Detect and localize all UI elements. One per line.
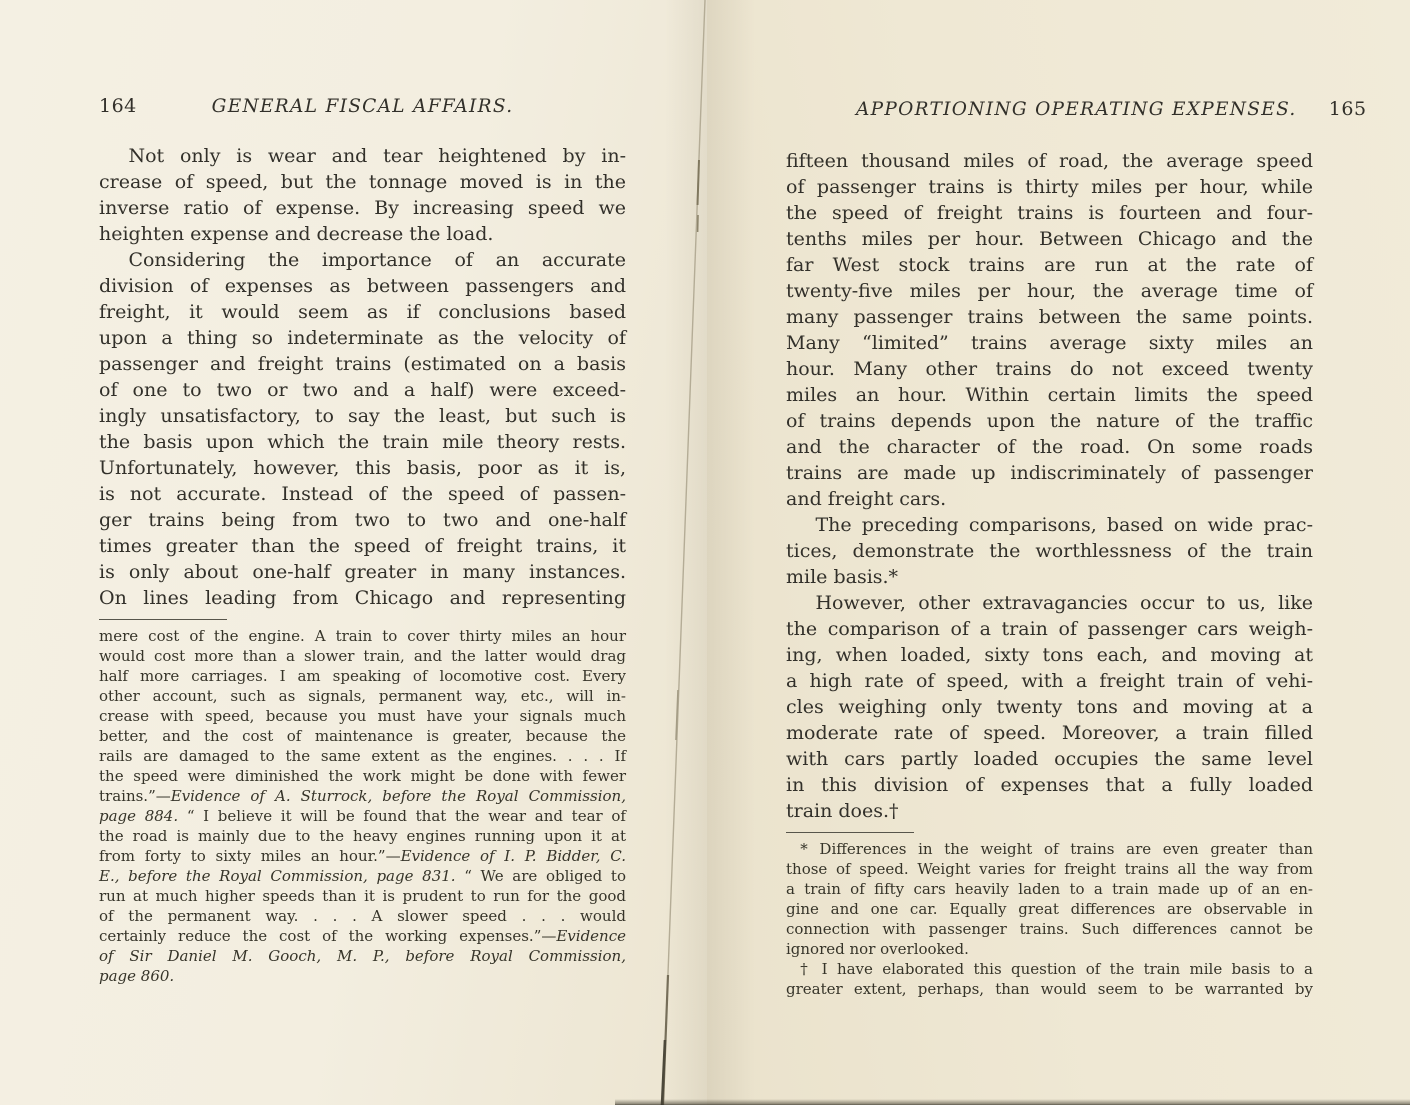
text-line: a train of fifty cars heavily laden to a train made up of an en- — [786, 880, 1313, 898]
text-line: the speed of freight trains is fourteen and four- — [786, 202, 1313, 224]
text-line: gine and one car. Equally great differences are observable in — [786, 900, 1313, 918]
text-line: far West stock trains are run at the rate of — [786, 254, 1313, 276]
paragraph — [786, 839, 1313, 959]
text-line: train does.† — [786, 800, 899, 822]
text-line: E., before the Royal Commission, page 831. “ We are obliged to — [99, 867, 626, 885]
right-page-content — [786, 97, 1367, 999]
text-line: many passenger trains between the same points. — [786, 306, 1313, 328]
text-line: cles weighing only twenty tons and moving at a — [786, 696, 1313, 718]
text-line: trains are made up indiscriminately of passenger — [786, 462, 1313, 484]
right-page-body — [786, 148, 1313, 824]
text-line: passenger and freight trains (estimated on a basis — [99, 353, 626, 375]
text-line: heighten expense and decrease the load. — [99, 223, 494, 245]
text-line: greater extent, perhaps, than would seem to be warranted by — [786, 980, 1313, 998]
left-page-header — [99, 94, 626, 119]
text-line: crease of speed, but the tonnage moved is in the — [99, 171, 626, 193]
paragraph — [99, 247, 626, 611]
left-page-content — [99, 94, 626, 986]
right-page — [707, 0, 1410, 1105]
text-line: run at much higher speeds than it is prudent to run for the good — [99, 887, 626, 905]
text-line: the road is mainly due to the heavy engines running upon it at — [99, 827, 626, 845]
text-line: the speed were diminished the work might be done with fewer — [99, 767, 626, 785]
text-line: a high rate of speed, with a freight train of vehi- — [786, 670, 1313, 692]
text-line: hour. Many other trains do not exceed twenty — [786, 358, 1313, 380]
text-line: from forty to sixty miles an hour.”—Evidence of I. P. Bidder, C. — [99, 847, 626, 865]
text-line: trains.”—Evidence of A. Sturrock, before the Royal Commission, — [99, 787, 626, 805]
right-footnote-rule — [786, 832, 914, 833]
text-line: certainly reduce the cost of the working expenses.”—Evidence — [99, 927, 626, 945]
text-line: rails are damaged to the same extent as the engines. . . . If — [99, 747, 626, 765]
text-line: miles an hour. Within certain limits the speed — [786, 384, 1313, 406]
text-line: † I have elaborated this question of the train mile basis to a — [800, 960, 1313, 978]
text-line: half more carriages. I am speaking of locomotive cost. Every — [99, 667, 626, 685]
text-line: The preceding comparisons, based on wide prac- — [815, 514, 1313, 536]
paragraph — [99, 626, 626, 986]
text-line: * Differences in the weight of trains are even greater than — [800, 840, 1313, 858]
text-line: the basis upon which the train mile theory rests. — [99, 431, 626, 453]
left-page-body — [99, 143, 626, 611]
text-line: of trains depends upon the nature of the traffic — [786, 410, 1313, 432]
text-line: better, and the cost of maintenance is greater, because the — [99, 727, 626, 745]
paragraph — [786, 959, 1313, 999]
text-line: However, other extravagancies occur to us, like — [815, 592, 1313, 614]
text-line: times greater than the speed of freight trains, it — [99, 535, 626, 557]
paragraph — [786, 512, 1313, 590]
text-line: ingly unsatisfactory, to say the least, but such is — [99, 405, 626, 427]
text-line: the comparison of a train of passenger cars weigh- — [786, 618, 1313, 640]
paragraph — [786, 590, 1313, 824]
text-line: On lines leading from Chicago and representing — [99, 587, 626, 609]
text-line: other account, such as signals, permanent way, etc., will in- — [99, 687, 626, 705]
right-running-head: APPORTIONING OPERATING EXPENSES. — [856, 99, 1297, 120]
text-line: of Sir Daniel M. Gooch, M. P., before Royal Commission, — [99, 947, 626, 965]
left-footnotes — [99, 626, 626, 986]
text-line: Many “limited” trains average sixty miles an — [786, 332, 1313, 354]
left-footnote-rule — [99, 619, 227, 620]
text-line: mere cost of the engine. A train to cover thirty miles an hour — [99, 627, 626, 645]
text-line: inverse ratio of expense. By increasing speed we — [99, 197, 626, 219]
text-line: with cars partly loaded occupies the same level — [786, 748, 1313, 770]
text-line: of one to two or two and a half) were exceed- — [99, 379, 626, 401]
right-page-number: 165 — [1328, 98, 1367, 120]
text-line: mile basis.* — [786, 566, 899, 588]
text-line: ger trains being from two to two and one-half — [99, 509, 626, 531]
text-line: is only about one-half greater in many instances. — [99, 561, 626, 583]
text-line: freight, it would seem as if conclusions based — [99, 301, 626, 323]
text-line: would cost more than a slower train, and the latter would drag — [99, 647, 626, 665]
text-line: division of expenses as between passengers and — [99, 275, 626, 297]
text-line: tices, demonstrate the worthlessness of the train — [786, 540, 1313, 562]
text-line: of passenger trains is thirty miles per hour, while — [786, 176, 1313, 198]
text-line: page 860. — [99, 967, 175, 985]
text-line: connection with passenger trains. Such differences cannot be — [786, 920, 1313, 938]
text-line: Considering the importance of an accurate — [128, 249, 626, 271]
text-line: twenty-five miles per hour, the average time of — [786, 280, 1313, 302]
paragraph — [786, 148, 1313, 512]
text-line: fifteen thousand miles of road, the average speed — [786, 150, 1313, 172]
text-line: upon a thing so indeterminate as the velocity of — [99, 327, 626, 349]
right-footnotes — [786, 839, 1313, 999]
text-line: and the character of the road. On some roads — [786, 436, 1313, 458]
text-line: and freight cars. — [786, 488, 947, 510]
text-line: Unfortunately, however, this basis, poor as it is, — [99, 457, 626, 479]
left-running-head: GENERAL FISCAL AFFAIRS. — [211, 96, 514, 117]
text-line: ing, when loaded, sixty tons each, and moving at — [786, 644, 1313, 666]
text-line: Not only is wear and tear heightened by in- — [128, 145, 626, 167]
text-line: page 884. “ I believe it will be found that the wear and tear of — [99, 807, 626, 825]
text-line: in this division of expenses that a fully loaded — [786, 774, 1313, 796]
text-line: tenths miles per hour. Between Chicago and the — [786, 228, 1313, 250]
right-page-header — [786, 97, 1367, 122]
text-line: ignored nor overlooked. — [786, 940, 969, 958]
text-line: crease with speed, because you must have your signals much — [99, 707, 626, 725]
text-line: is not accurate. Instead of the speed of passen- — [99, 483, 626, 505]
text-line: those of speed. Weight varies for freight trains all the way from — [786, 860, 1313, 878]
paragraph — [99, 143, 626, 247]
text-line: moderate rate of speed. Moreover, a train filled — [786, 722, 1313, 744]
text-line: of the permanent way. . . . A slower speed . . . would — [99, 907, 626, 925]
left-page-number: 164 — [99, 95, 137, 117]
